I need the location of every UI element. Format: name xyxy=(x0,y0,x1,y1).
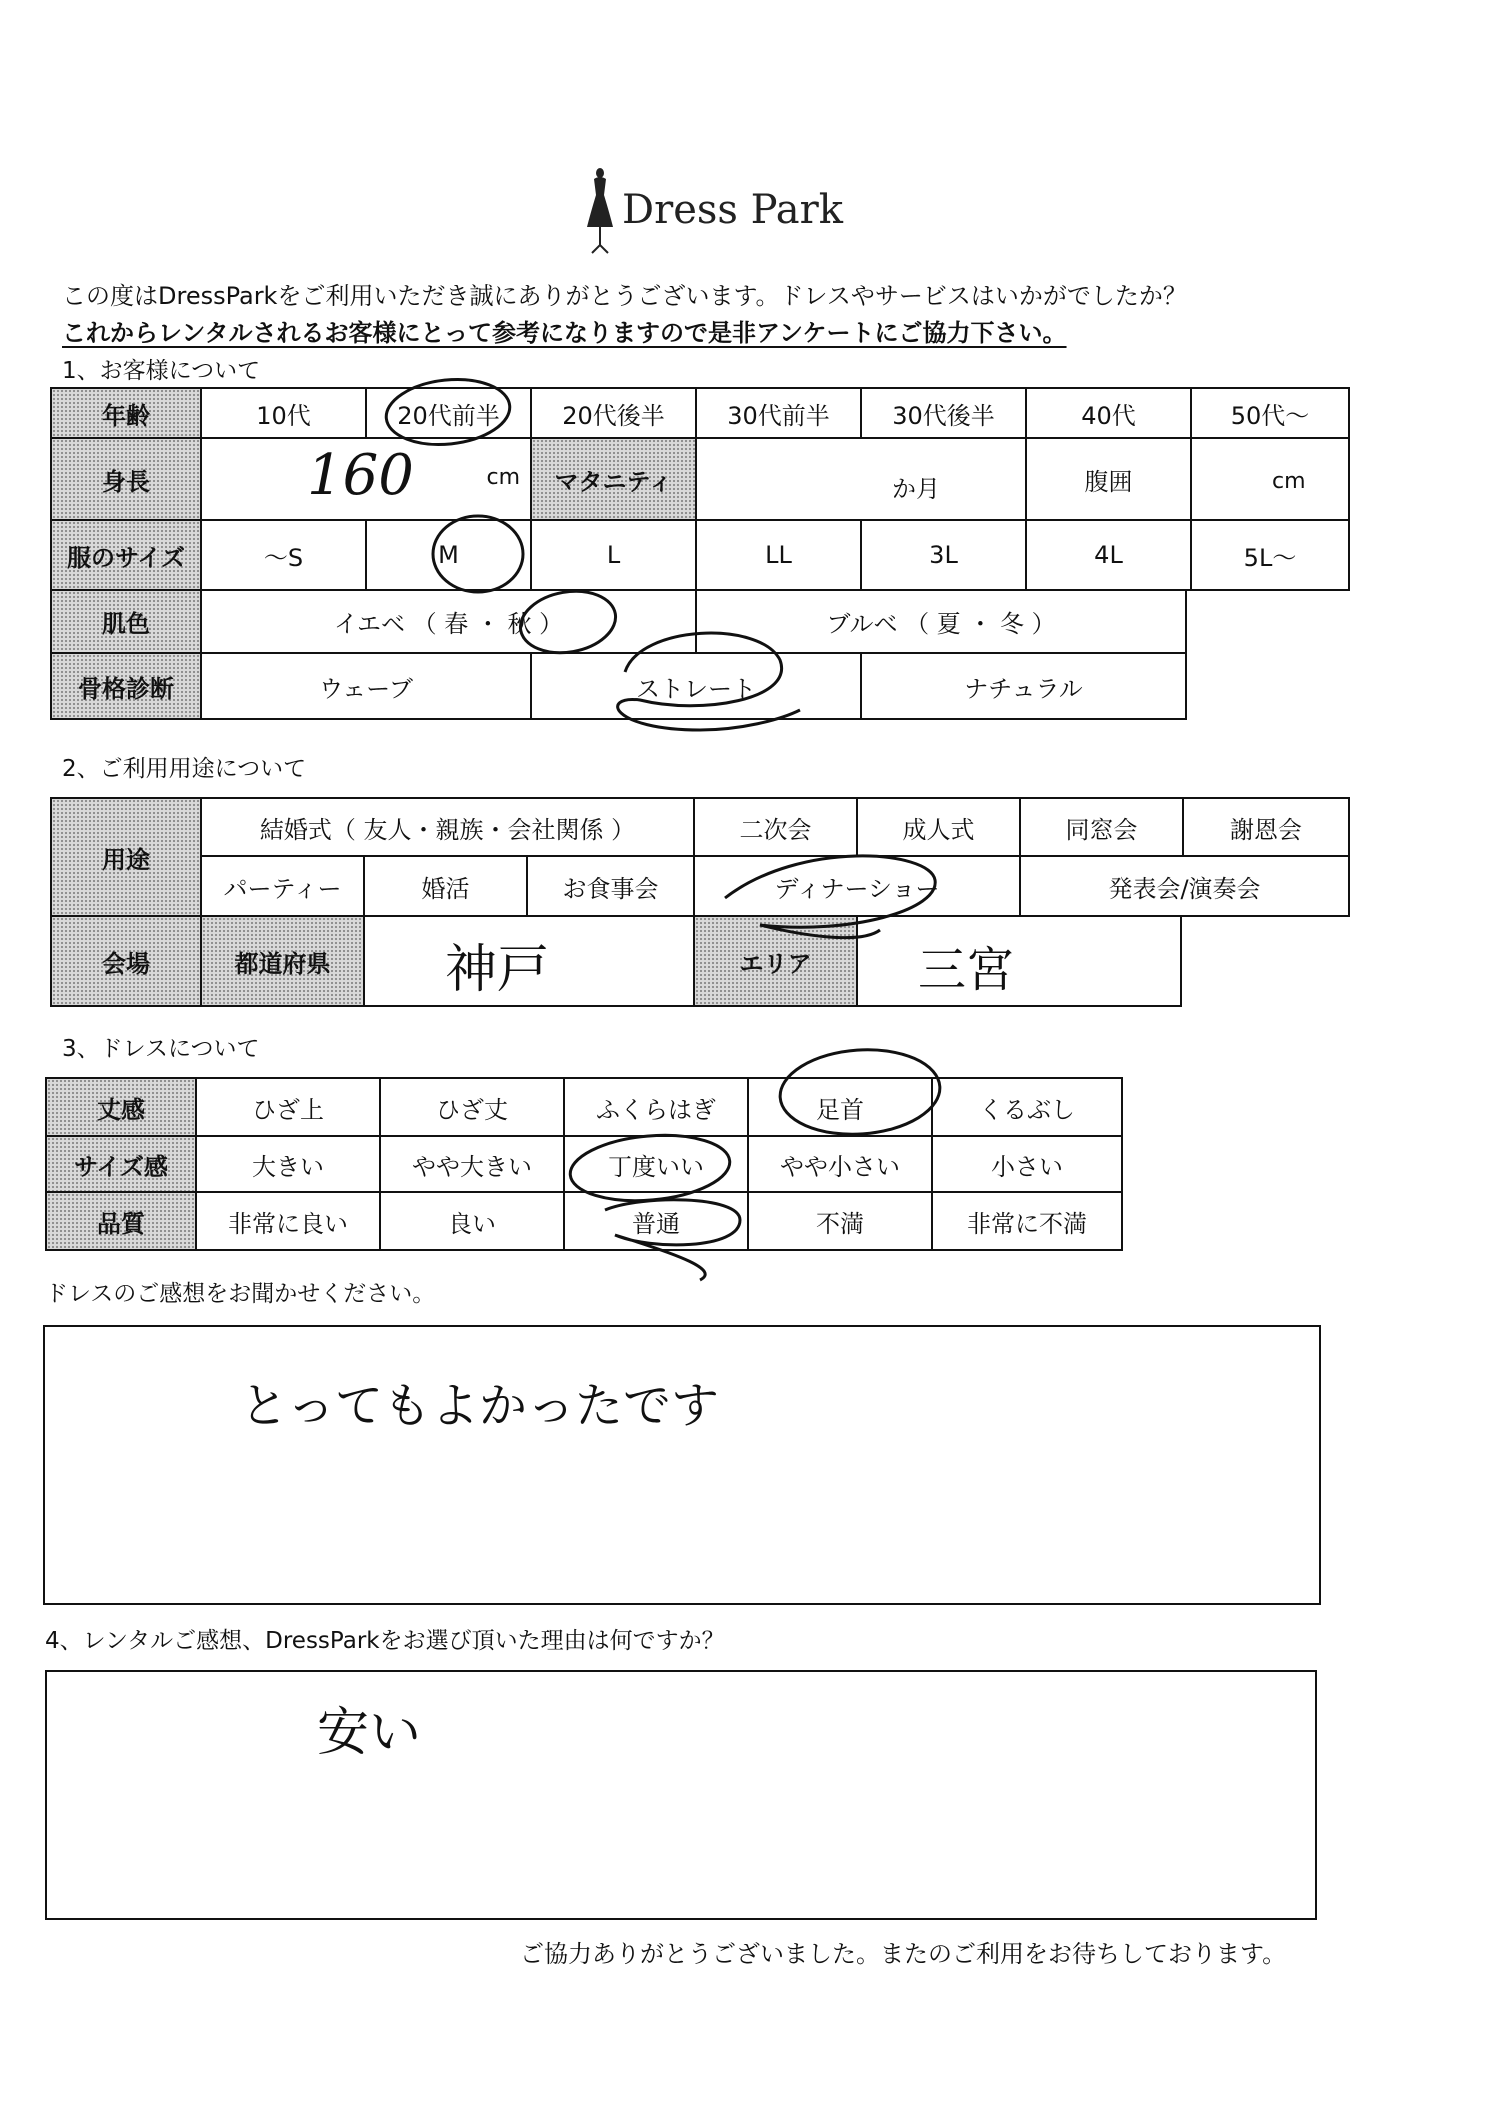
area-value: 三宮 xyxy=(918,942,1015,998)
maternity-label: マタニティ xyxy=(530,437,697,521)
purpose-option[interactable]: 結婚式（ 友人・親族・会社関係 ） xyxy=(200,797,695,857)
height-label: 身長 xyxy=(50,437,202,521)
age-option[interactable]: 40代 xyxy=(1025,387,1192,439)
size-option[interactable]: ～S xyxy=(200,519,367,591)
fit-option[interactable]: 大きい xyxy=(195,1135,381,1193)
section-1-title: 1、お客様について xyxy=(62,358,261,384)
dress-comment-text: とってもよかったです xyxy=(240,1378,720,1434)
skin-yellow-base[interactable]: イエベ （ 春 ・ 秋 ） xyxy=(200,589,697,654)
size-label: 服のサイズ xyxy=(50,519,202,591)
frame-option[interactable]: ウェーブ xyxy=(200,652,532,720)
venue-label: 会場 xyxy=(50,915,202,1007)
age-option[interactable]: 30代後半 xyxy=(860,387,1027,439)
length-option[interactable]: くるぶし xyxy=(931,1077,1123,1137)
purpose-option[interactable]: 婚活 xyxy=(363,855,528,917)
purpose-option[interactable]: 同窓会 xyxy=(1019,797,1184,857)
age-option[interactable]: 50代～ xyxy=(1190,387,1350,439)
selection-circle xyxy=(516,584,621,660)
fit-option[interactable]: 小さい xyxy=(931,1135,1123,1193)
age-option[interactable]: 20代後半 xyxy=(530,387,697,439)
waist-label: 腹囲 xyxy=(1025,437,1192,521)
age-option[interactable]: 10代 xyxy=(200,387,367,439)
length-option[interactable]: ひざ丈 xyxy=(379,1077,565,1137)
age-option[interactable]: 20代前半 xyxy=(365,387,532,439)
intro-line-2: これからレンタルされるお客様にとって参考になりますので是非アンケートにご協力下さい。 xyxy=(62,319,1067,347)
quality-option[interactable]: 非常に不満 xyxy=(931,1191,1123,1251)
quality-option[interactable]: 良い xyxy=(379,1191,565,1251)
size-option[interactable]: L xyxy=(530,519,697,591)
prefecture-label: 都道府県 xyxy=(200,915,365,1007)
age-option[interactable]: 30代前半 xyxy=(695,387,862,439)
length-label: 丈感 xyxy=(45,1077,197,1137)
selection-circle xyxy=(383,374,513,451)
size-option[interactable]: 4L xyxy=(1025,519,1192,591)
frame-option[interactable]: ストレート xyxy=(530,652,862,720)
section-2-title: 2、ご利用用途について xyxy=(62,756,307,782)
rental-comment-text: 安い xyxy=(317,1703,422,1763)
size-option[interactable]: LL xyxy=(695,519,862,591)
dress-comment-prompt: ドレスのご感想をお聞かせください。 xyxy=(45,1281,436,1307)
months-unit: か月 xyxy=(892,475,940,503)
area-label: エリア xyxy=(693,915,858,1007)
quality-label: 品質 xyxy=(45,1191,197,1251)
purpose-option[interactable]: お食事会 xyxy=(526,855,695,917)
skin-blue-base[interactable]: ブルベ （ 夏 ・ 冬 ） xyxy=(695,589,1187,654)
purpose-option[interactable]: 謝恩会 xyxy=(1182,797,1350,857)
purpose-label: 用途 xyxy=(50,797,202,917)
size-option[interactable]: M xyxy=(365,519,532,591)
brand-name: Dress Park xyxy=(622,187,843,233)
intro-line-1: この度はDressParkをご利用いただき誠にありがとうございます。ドレスやサービスはいかがでしたか？ xyxy=(62,282,1187,310)
selection-circle xyxy=(605,1200,740,1280)
skin-label: 肌色 xyxy=(50,589,202,654)
purpose-option[interactable]: ディナーショー xyxy=(693,855,1021,917)
height-unit: cm xyxy=(486,465,520,490)
section-3-title: 3、ドレスについて xyxy=(62,1036,260,1062)
fit-option[interactable]: 丁度いい xyxy=(563,1135,749,1193)
thanks-message: ご協力ありがとうございました。またのご利用をお待ちしております。 xyxy=(520,1940,1287,1968)
purpose-option[interactable]: 成人式 xyxy=(856,797,1021,857)
height-value: 160 xyxy=(307,443,414,508)
quality-option[interactable]: 非常に良い xyxy=(195,1191,381,1251)
length-option[interactable]: 足首 xyxy=(747,1077,933,1137)
frame-option[interactable]: ナチュラル xyxy=(860,652,1187,720)
age-label: 年齢 xyxy=(50,387,202,439)
fit-option[interactable]: やや大きい xyxy=(379,1135,565,1193)
length-option[interactable]: ひざ上 xyxy=(195,1077,381,1137)
selection-circle xyxy=(725,856,935,938)
selection-circle xyxy=(777,1045,942,1140)
selection-circle xyxy=(568,1129,733,1207)
selection-circle xyxy=(433,516,523,592)
purpose-option[interactable]: 発表会/演奏会 xyxy=(1019,855,1350,917)
prefecture-value: 神戸 xyxy=(445,940,550,1000)
length-option[interactable]: ふくらはぎ xyxy=(563,1077,749,1137)
frame-label: 骨格診断 xyxy=(50,652,202,720)
quality-option[interactable]: 普通 xyxy=(563,1191,749,1251)
fit-option[interactable]: やや小さい xyxy=(747,1135,933,1193)
purpose-option[interactable]: 二次会 xyxy=(693,797,858,857)
waist-unit: cm xyxy=(1272,469,1306,494)
selection-circle xyxy=(618,633,800,730)
size-option[interactable]: 5L～ xyxy=(1190,519,1350,591)
quality-option[interactable]: 不満 xyxy=(747,1191,933,1251)
purpose-option[interactable]: パーティー xyxy=(200,855,365,917)
size-option[interactable]: 3L xyxy=(860,519,1027,591)
fit-label: サイズ感 xyxy=(45,1135,197,1193)
section-4-title: 4、レンタルご感想、DressParkをお選び頂いた理由は何ですか？ xyxy=(45,1628,725,1654)
